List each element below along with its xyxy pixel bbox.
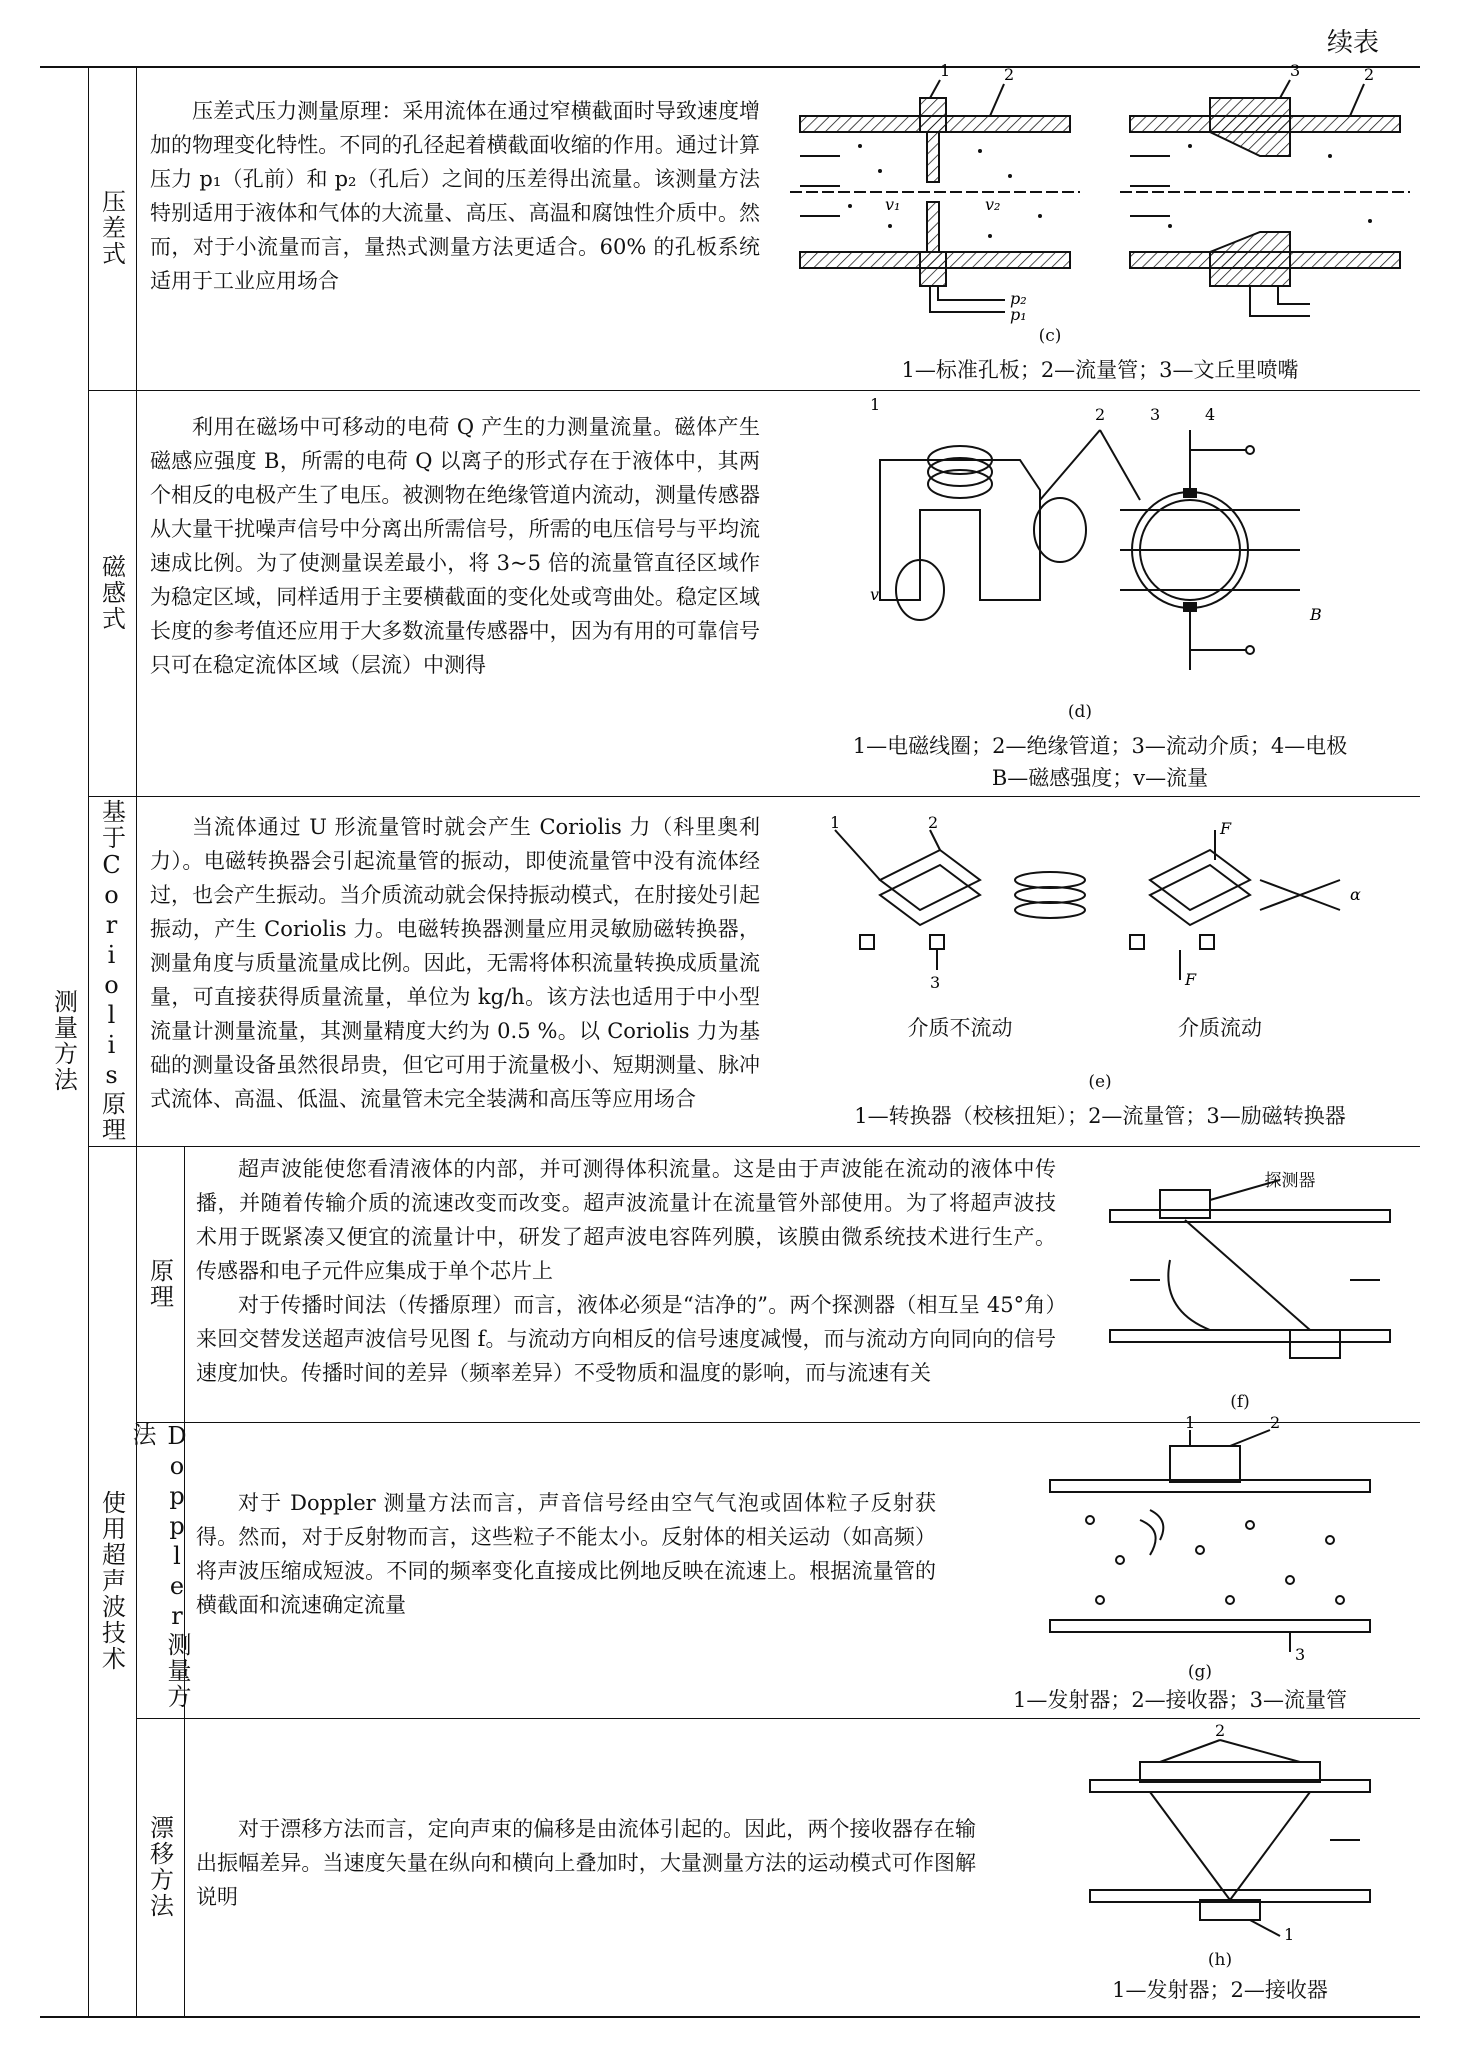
row-label-pressure: 压差式 <box>97 189 126 267</box>
outer-label: 测量方法 <box>49 989 78 1093</box>
transit-time-figure <box>1100 1180 1400 1380</box>
callout-e3: 3 <box>930 973 941 992</box>
sub-label-drift: 漂移方法 <box>145 1815 174 1919</box>
detector-label: 探测器 <box>1264 1171 1316 1191</box>
row-label-coriolis: 基于Coriolis原理 <box>97 799 126 1143</box>
symbol-B: B <box>1310 605 1322 624</box>
caption-d: 1—电磁线圈；2—绝缘管道；3—流动介质；4—电极 <box>852 734 1348 758</box>
orifice-venturi-figure <box>790 61 1410 366</box>
symbol-alpha: α <box>1350 885 1361 904</box>
symbol-F2: F <box>1185 970 1197 989</box>
table-bottom-border <box>40 2016 1420 2018</box>
symbol-v1: v₁ <box>885 195 901 214</box>
figure-label-g: (g) <box>1187 1662 1213 1682</box>
row-text-pressure: 压差式压力测量原理：采用流体在通过窄横截面时导致速度增加的物理变化特性。不同的孔径起着横截面收缩的作用。通过计算压力 p₁（孔前）和 p₂（孔后）之间的压差得出流量。该测量方法特别适用于液体和气体的大流量、高压、高温和腐蚀性介质中。然而，对于小流量而言，量热式测量方法更适合。60% 的孔板系统适用于工业应用场合 <box>150 99 760 293</box>
figure-label-h: (h) <box>1207 1950 1233 1970</box>
row-label-ultrasonic: 使用超声波技术 <box>97 1490 126 1672</box>
callout-h2: 2 <box>1215 1721 1226 1740</box>
sub-label-noflow: 介质不流动 <box>907 1016 1013 1040</box>
callout-3: 3 <box>1290 61 1301 80</box>
callout-h1: 1 <box>1284 1925 1295 1944</box>
callout-2b: 2 <box>1364 65 1375 84</box>
doppler-figure <box>1040 1413 1380 1664</box>
figure-label-c: (c) <box>1038 326 1062 346</box>
caption-g: 1—发射器；2—接收器；3—流量管 <box>1012 1688 1348 1712</box>
sub-label-flow: 介质流动 <box>1178 1016 1262 1040</box>
symbol-F1: F <box>1220 819 1232 838</box>
row-text-coriolis: 当流体通过 U 形流量管时就会产生 Coriolis 力（科里奥利力）。电磁转换器会引起流量管的振动，即使流量管中没有流体经过，也会产生振动。当介质流动就会保持振动模式，在肘接处引起振动，产生 Coriolis 力。电磁转换器测量应用灵敏励磁转换器，测量角度与质量流量成比例。因此，无需将体积流量转换成质量流量，可直接获得质量流量，单位为 kg/h。该方法也适用于中小型流量计测量流量，其测量精度大约为 0.5 %。以 Coriolis 力为基础的测量设备虽然很昂贵，但它可用于流量极小、短期测量、脉冲式流体、高温、低温、流量管未完全装满和高压等应用场合 <box>150 815 760 1111</box>
caption-h: 1—发射器；2—接收器 <box>1112 1978 1328 2002</box>
callout-d3: 3 <box>1150 405 1161 424</box>
symbol-v2: v₂ <box>985 195 1001 214</box>
row-sep-3 <box>88 1146 1420 1147</box>
figure-label-d: (d) <box>1067 702 1093 722</box>
sub-label-principle: 原理 <box>145 1258 174 1310</box>
continued-label: 续表 <box>1326 28 1379 58</box>
row-label-magnetic: 磁感式 <box>97 554 126 632</box>
coriolis-figure <box>820 813 1380 992</box>
sub-text-principle: 超声波能使您看清液体的内部，并可测得体积流量。这是由于声波能在流动的液体中传播，并随着传输介质的流速改变而改变。超声波流量计在流量管外部使用。为了将超声波技术用于既紧凑又便宜的流量计中，研发了超声波电容阵列膜，该膜由微系统技术进行生产。传感器和电子元件应集成于单个芯片上 对于传播时间法（传播原理）而言，液体必须是“洁净的”。两个探测器（相互呈 45°角）来回交替发送超声波信号见图 f。与流动方向相反的信号速度减慢，而与流动方向同向的信号速度加快。传播时间的差异（频率差异）不受物质和温度的影响，而与流速有关 <box>196 1157 1056 1385</box>
sub-text-drift: 对于漂移方法而言，定向声束的偏移是由流体引起的。因此，两个接收器存在输出振幅差异。当速度矢量在纵向和横向上叠加时，大量测量方法的运动模式可作图解说明 <box>196 1817 976 1909</box>
callout-d2: 2 <box>1095 405 1106 424</box>
row-sep-4 <box>136 1422 1420 1423</box>
callout-d1: 1 <box>870 395 881 414</box>
sub-text-doppler: 对于 Doppler 测量方法而言，声音信号经由空气气泡或固体粒子反射获得。然而，对于反射物而言，这些粒子不能太小。反射体的相关运动（如高频）将声波压缩成短波。不同的频率变化直接成比例地反映在流速上。根据流量管的横截面和流速确定流量 <box>196 1491 936 1617</box>
caption-d2: B—磁感强度；v—流量 <box>991 766 1209 790</box>
callout-g2: 2 <box>1270 1413 1281 1432</box>
callout-1: 1 <box>940 61 951 80</box>
sub-label-doppler: Doppler测量方法 <box>128 1422 191 1710</box>
electromagnetic-figure <box>840 395 1360 680</box>
row-sep-2 <box>88 796 1420 797</box>
symbol-v: v <box>870 585 880 604</box>
callout-g3: 3 <box>1295 1645 1306 1664</box>
symbol-p1: p₁ <box>1010 305 1027 324</box>
symbol-p2: p₂ <box>1010 289 1027 308</box>
caption-e: 1—转换器（校核扭矩）；2—流量管；3—励磁转换器 <box>854 1104 1346 1128</box>
callout-g1: 1 <box>1185 1413 1196 1432</box>
row-sep-1 <box>88 390 1420 391</box>
callout-2: 2 <box>1004 65 1015 84</box>
table-top-border <box>40 66 1420 68</box>
figure-label-f: (f) <box>1230 1392 1250 1412</box>
caption-c: 1—标准孔板；2—流量管；3—文丘里喷嘴 <box>901 358 1299 382</box>
figure-label-e: (e) <box>1088 1072 1112 1092</box>
callout-e2: 2 <box>928 813 939 832</box>
callout-e1: 1 <box>830 813 841 832</box>
row-sep-5 <box>136 1718 1420 1719</box>
row-text-magnetic: 利用在磁场中可移动的电荷 Q 产生的力测量流量。磁体产生磁感应强度 B，所需的电荷 Q 以离子的形式存在于液体中，其两个相反的电极产生了电压。被测物在绝缘管道内流动，测量传感器从大量干扰噪声信号中分离出所需信号，所需的电压信号与平均流速成比例。为了使测量误差最小，将 3~5 倍的流量管直径区域作为稳定区域，同样适用于主要横截面的变化处或弯曲处。稳定区域长度的参考值还应用于大多数流量传感器中，因为有用的可靠信号只可在稳定流体区域（层流）中测得 <box>150 415 760 677</box>
callout-d4: 4 <box>1205 405 1216 424</box>
drift-figure <box>1080 1721 1380 1944</box>
